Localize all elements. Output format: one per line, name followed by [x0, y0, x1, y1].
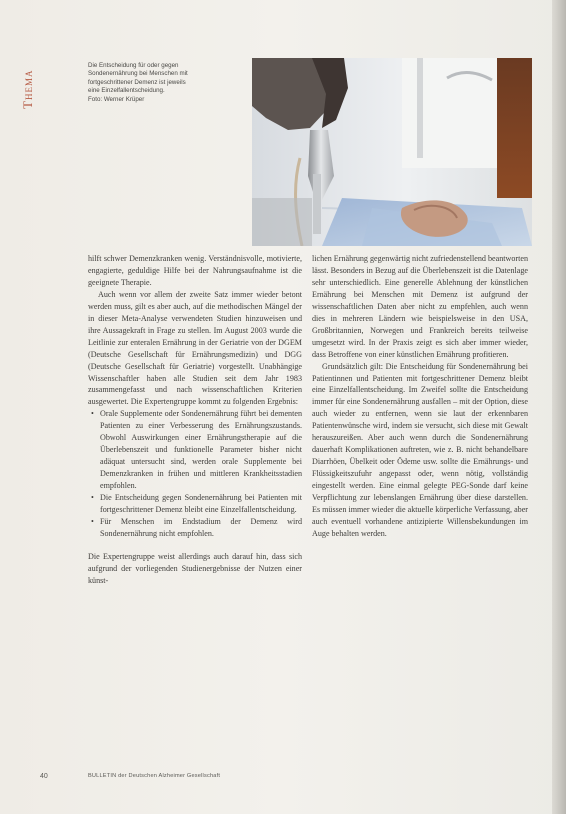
text-column-right — [312, 253, 528, 540]
section-label: Thema — [20, 69, 35, 109]
feeding-tube-photo — [252, 58, 532, 246]
photo-illustration — [252, 58, 532, 246]
paragraph: Auch wenn vor allem der zweite Satz immer wieder betont werden muss, gilt es aber auch, auf die methodischen Mängel der in dieser Meta-Analyse verwendeten Studien hinzuweisen und ihre Aussagekraft in Frage zu stellen. Im August 2003 wurde die Leitlinie zur enteralen Ernährung in der Geriatrie von der DGEM (Deutsche Gesellschaft für Ernährungsmedizin) und DGG (Deutsche Gesellschaft für Geriatrie) vorgestellt. Unabhängige Wissenschaftler haben alle Studien seit dem Jahr 1983 zusammengefasst und nach wissenschaftlichen Kriterien ausgewertet. Die Expertengruppe kommt zu folgenden Ergebnis: — [88, 289, 302, 407]
caption-line: fortgeschrittener Demenz ist jeweils — [88, 78, 186, 86]
page-number: 40 — [40, 773, 48, 780]
caption-line: Sondenernährung bei Menschen mit — [88, 70, 188, 78]
paragraph: lichen Ernährung gegenwärtig nicht zufriedenstellend beantworten lässt. Besonders in Bezug auf die Überlebenszeit ist die Datenlage sehr unterschiedlich. Eine generelle Ablehnung der künstlichen Ernährung bei Menschen mit Demenz ist aufgrund der wissenschaftlichen Daten aber nicht zu empfehlen, auch wenn dies in mehreren Ländern wie beispielsweise in den USA, Großbritannien, Norwegen und Frankreich bereits teilweise umgesetzt wird. In der Praxis zeigt es sich aber immer wieder, dass Betroffene von einer künstlichen Ernährung profitieren. — [312, 254, 528, 359]
caption-line: Die Entscheidung für oder gegen — [88, 62, 179, 69]
text-column-left — [88, 253, 302, 587]
findings-list — [88, 408, 302, 539]
paragraph-gap — [88, 540, 302, 551]
caption-credit: Foto: Werner Krüper — [88, 95, 145, 103]
caption-line: eine Einzelfallentscheidung. — [88, 87, 165, 95]
paragraph: hilft schwer Demenzkranken wenig. Verständnisvolle, motivierte, engagierte, geduldige Hilfe bei der Nahrungsaufnahme ist die geeignete Therapie. — [88, 254, 302, 287]
list-item: • Die Entscheidung gegen Sondenernährung bei Patienten mit fortgeschrittener Demenz bleibt eine Einzelfallentscheidung. — [100, 492, 302, 516]
publication-name: BULLETIN der Deutschen Alzheimer Gesellschaft — [88, 773, 221, 779]
paragraph: Grundsätzlich gilt: Die Entscheidung für Sondenernährung bei Patientinnen und Patienten mit fortgeschrittener Demenz bleibt eine Einzelfallentscheidung. Im Zweifel sollte die Entscheidung immer für eine Sondenernährung ausfallen – mit der Option, diese auch wieder zu entfernen, wenn sie laut der erkennbaren Patientenwünsche wird, indem sie versucht, sich diese mit Gewalt herauszureißen. Aber auch wenn durch die Sondenernährung dauerhaft Komplikationen auftreten, wie z. B. nicht behandelbare Diarrhöen, Übelkeit oder Ödeme usw. sollte die Ernährungs- und Flüssigkeitszufuhr angepasst oder, wenn nötig, vollständig eingestellt werden. Eine einmal gelegte PEG-Sonde darf keine Verpflichtung zur lebenslangen Ernährung über diese darstellen. Es müssen immer wieder die aktuelle körperliche Verfassung, aber auch eventuell vorhandene antizipierte Willensbekundungen im Auge behalten werden. — [312, 361, 528, 538]
page-edge-shadow — [552, 0, 566, 814]
paragraph: Die Expertengruppe weist allerdings auch darauf hin, dass sich aufgrund der vorliegenden Studienergebnisse der Nutzen einer künst- — [88, 551, 302, 585]
list-item: • Orale Supplemente oder Sondenernährung führt bei dementen Patienten zu einer Verbesserung des Ernährungszustands. Obwohl Auswirkungen einer Ernährungstherapie auf die Überlebenszeit und funktionelle Parameter bisher nicht adäquat untersucht sind, werden orale Supplemente bei Demenzkranken in frühen und mittleren Krankheitsstadien empfohlen. — [100, 408, 302, 492]
list-item: • Für Menschen im Endstadium der Demenz wird Sondenernährung nicht empfohlen. — [100, 516, 302, 540]
photo-caption — [88, 62, 243, 104]
